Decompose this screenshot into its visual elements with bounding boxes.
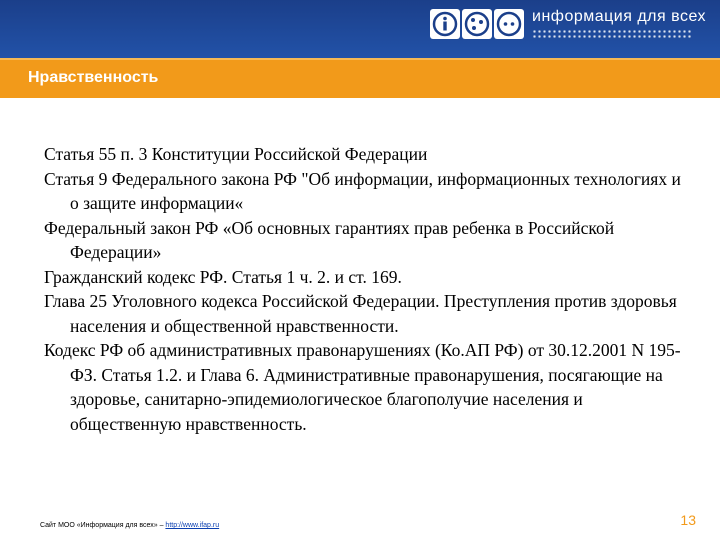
braille-dots-icon <box>462 9 492 39</box>
content-list <box>44 142 684 436</box>
logo-icons <box>430 9 524 39</box>
footer-text <box>40 522 219 529</box>
header-band <box>0 0 720 58</box>
title-bar <box>0 58 720 98</box>
logo-text: информация для всех <box>532 8 706 25</box>
accessibility-face-icon <box>494 9 524 39</box>
braille-pattern <box>532 29 692 39</box>
page-number: 13 <box>680 512 696 528</box>
list-item: Федеральный закон РФ «Об основных гарантиях прав ребенка в Российской Федерации» <box>44 217 615 262</box>
logo <box>430 8 706 39</box>
slide-title: Нравственность <box>28 69 159 86</box>
list-item: Глава 25 Уголовного кодекса Российской Федерации. Преступления против здоровья населения и общественной нравственности. <box>44 291 677 336</box>
list-item: Гражданский кодекс РФ. Статья 1 ч. 2. и ст. 169. <box>44 266 402 287</box>
footer-link[interactable]: http://www.ifap.ru <box>165 522 220 529</box>
list-item: Кодекс РФ об административных правонарушениях (Ко.АП РФ) от 30.12.2001 N 195-ФЗ. Статья 1.2. и Глава 6. Административные правонарушения, посягающие на здоровье, санитарно-эпидемиологическое благополучие населения и общественную нравственность. <box>44 340 681 434</box>
logo-text-block <box>532 8 706 39</box>
list-item: Статья 55 п. 3 Конституции Российской Федерации <box>44 144 428 164</box>
footer-label: Сайт МОО «Информация для всех» – <box>40 522 166 529</box>
info-icon <box>430 9 460 39</box>
list-item: Статья 9 Федерального закона РФ "Об информации, информационных технологиях и о защите информации« <box>44 168 681 213</box>
